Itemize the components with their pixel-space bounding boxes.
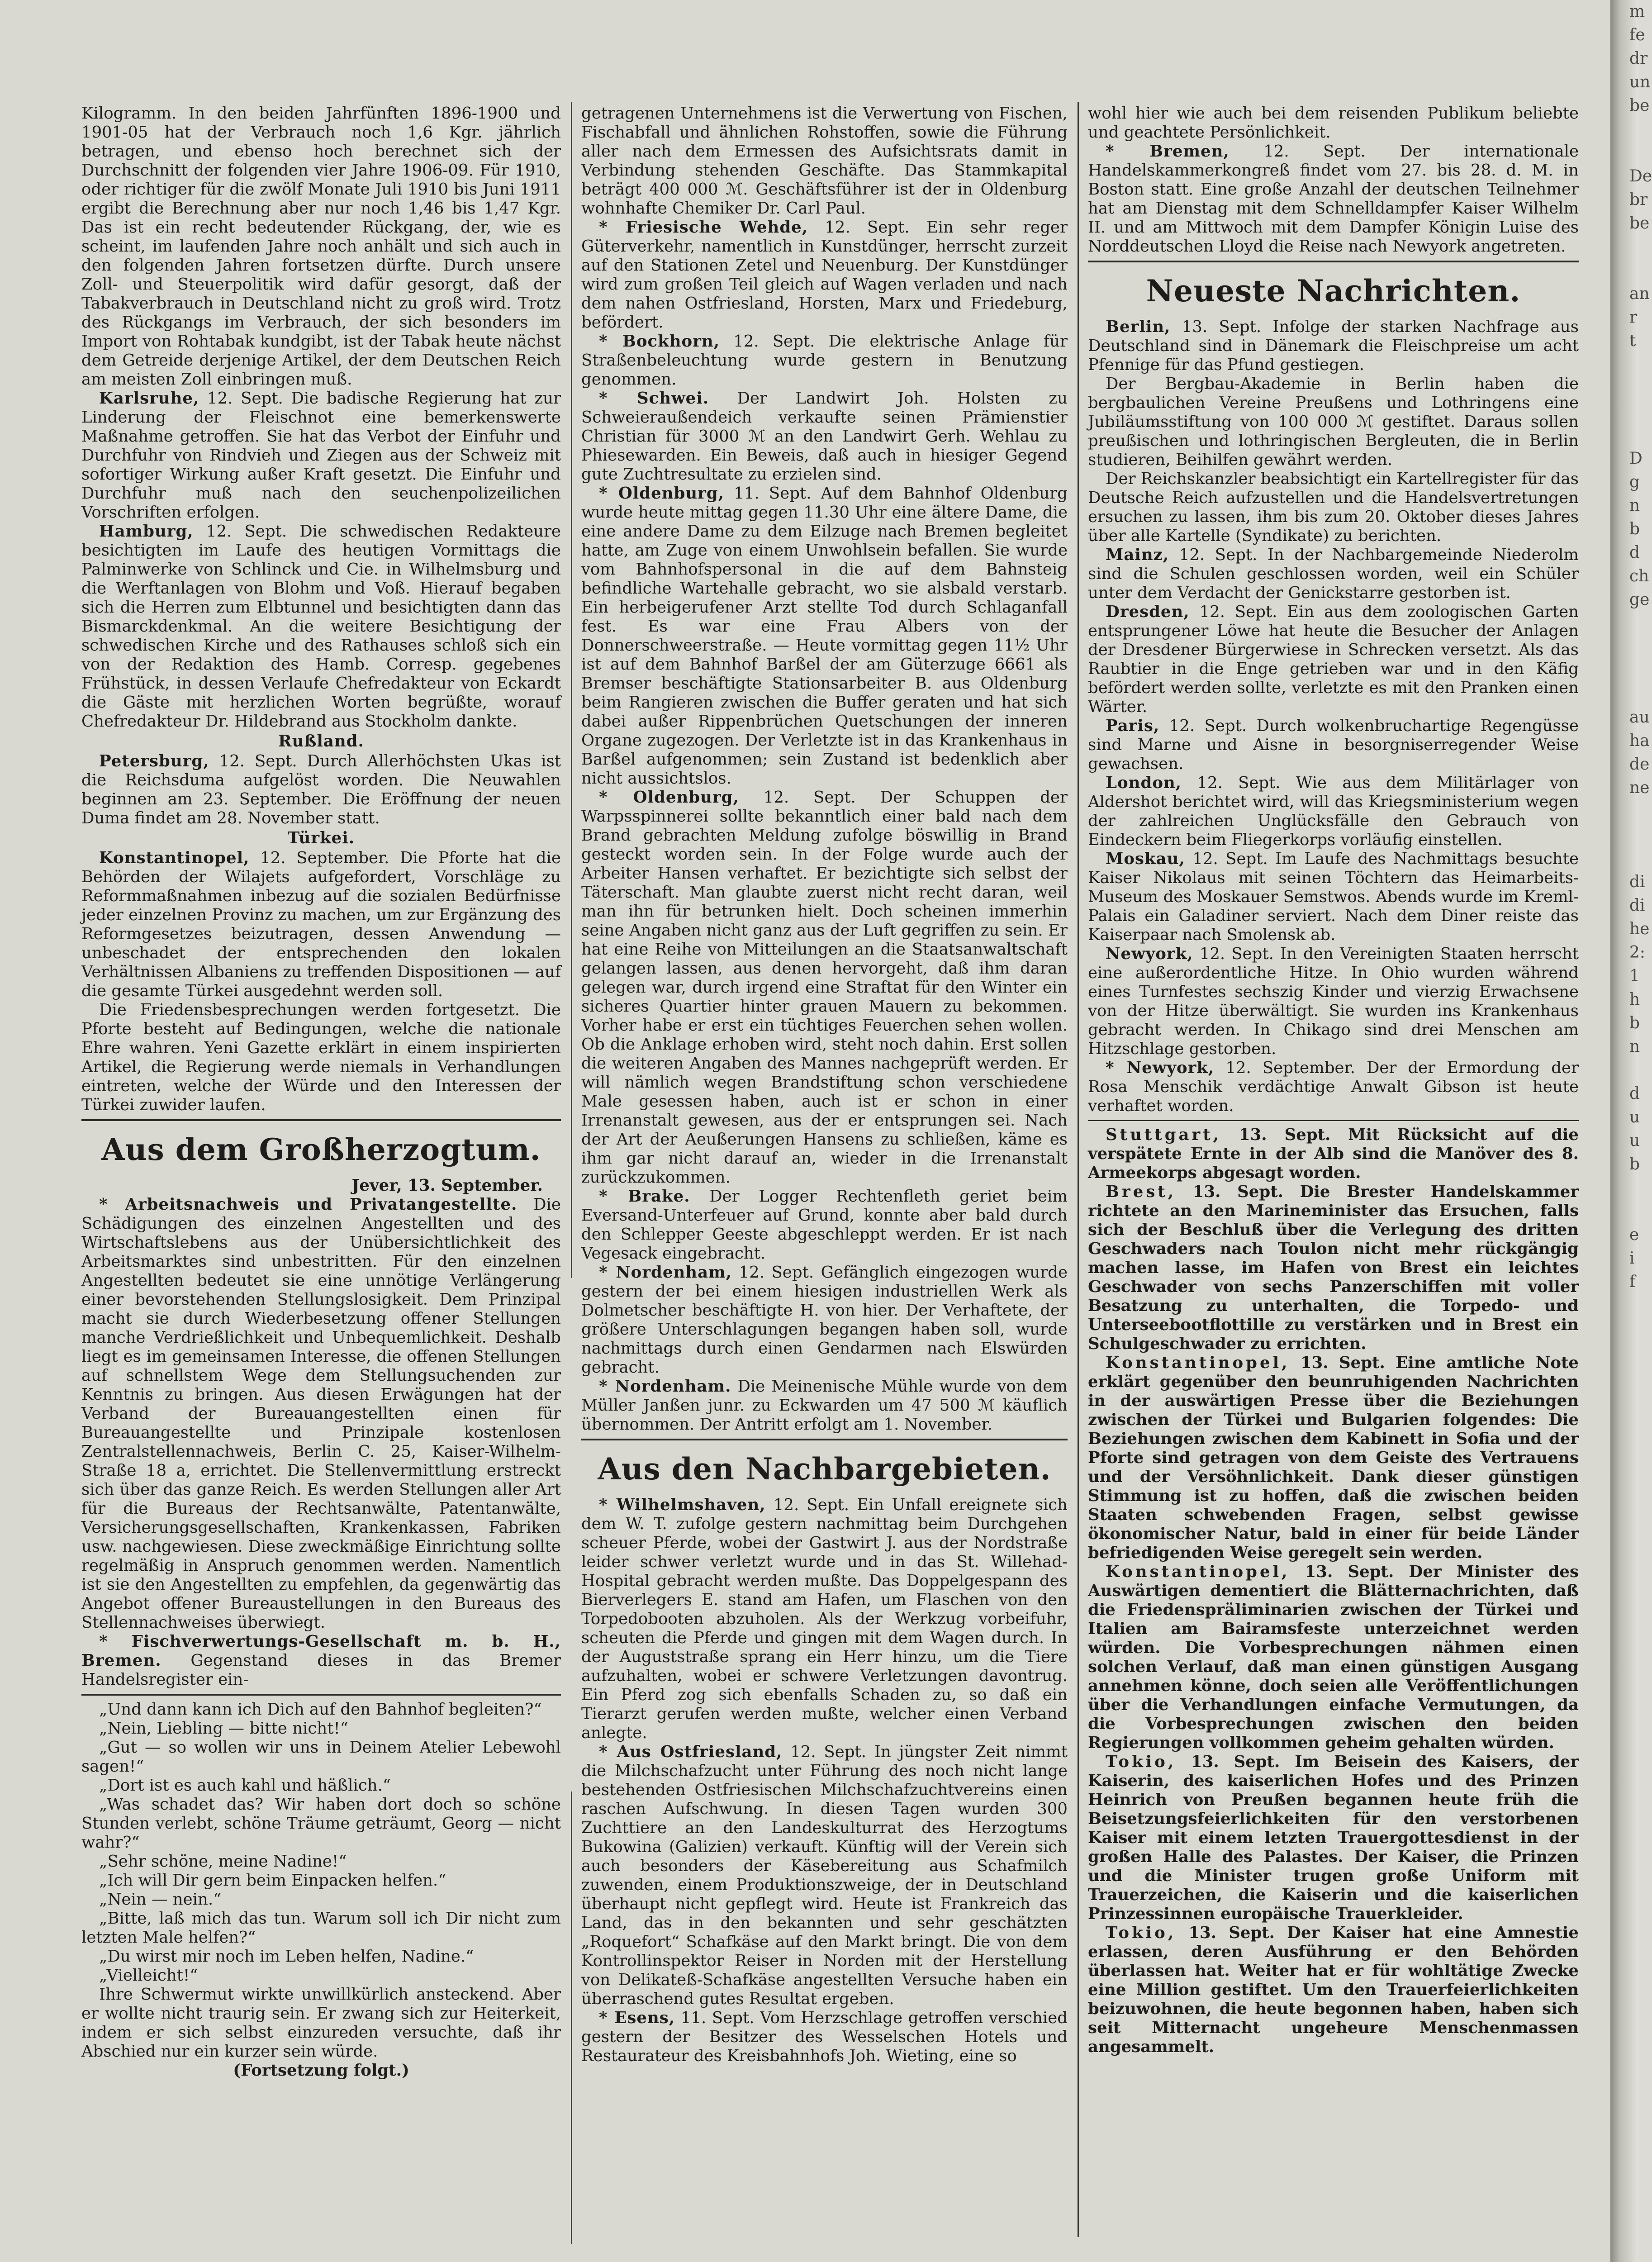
article-friesische-wehde: [581, 218, 1068, 332]
place-name: * Wilhelmshaven,: [599, 1496, 766, 1514]
article-text: 12. Sept. In den Vereinigten Staaten herrscht eine außerordentliche Hitze. In Ohio wurden während eines Turnfestes sechszig Kinder und vierzig Erwachsene von der Hitze überwältigt. Sie wurden ins Krankenhaus gebracht werden. In Chikago sind drei Menschen am Hitzschlage gestorben.: [1088, 945, 1579, 1058]
article-fischverwertung: [81, 1632, 561, 1689]
article-text: 12. Sept. Durch Allerhöchsten Ukas ist die Reichsduma aufgelöst worden. Die Neuwahlen beginnen am 23. September. Die Eröffnung der neuen Duma findet am 28. November statt.: [81, 752, 561, 827]
article-text: 12. Sept. Durch wolkenbruchartige Regengüsse sind Marne und Aisne in besorgniserregender Weise gewachsen.: [1088, 717, 1579, 773]
place-name: * Aus Ostfriesland,: [599, 1743, 783, 1761]
article-title: * Arbeitsnachweis und Privatangestellte.: [99, 1195, 517, 1214]
article-moskau: [1088, 850, 1579, 945]
article-text: Die Friedensbesprechungen werden fortgesetzt. Die Pforte besteht auf Bedingungen, welche die nationale Ehre wahren. Yeni Gazette erklärt in einem inspirierten Artikel, die Regierung werde niemals in Verhandlungen eintreten, welche der Würde und den Interessen der Türkei zuwider laufen.: [81, 1001, 561, 1114]
place-name: Tokio,: [1106, 1753, 1177, 1771]
telegram-item: [1088, 1126, 1579, 1183]
article-text: 12. September. Der der Ermordung der Rosa Menschik verdächtige Anwalt Gibson ist heute verhaftet worden.: [1088, 1059, 1579, 1115]
place-name: Moskau,: [1106, 850, 1185, 868]
article-text: 12. Sept. Im Laufe des Nachmittags besuchte Kaiser Nikolaus mit seinen Töchtern das Heimarbeits-Museum des Moskauer Semstwos. Abends wurde im Kreml-Palais ein Galadiner serviert. Nach dem Diner reiste das Kaiserpaar nach Smolensk ab.: [1088, 850, 1579, 944]
column-rule: [571, 102, 572, 1278]
place-name: * Friesische Wehde,: [599, 218, 808, 237]
place-name: Petersburg,: [99, 752, 209, 770]
article-text: Der Bergbau-Akademie in Berlin haben die bergbaulichen Vereine Preußens und Lothringens eine Jubiläumsstiftung von 100 000 ℳ gestiftet. Daraus sollen preußischen und lothringischen Bergleuten, die in Berlin studieren, Beihilfen gewährt werden.: [1088, 375, 1579, 469]
article-newyork-2: [1088, 1059, 1579, 1116]
article-title: * Fischverwertungs-Gesellschaft m. b. H., Bremen.: [81, 1632, 561, 1670]
place-name: * Schwei.: [599, 389, 709, 408]
place-name: Konstantinopel,: [99, 849, 250, 867]
article-paris: [1088, 717, 1579, 774]
column-2: [581, 104, 1068, 2066]
article-text: 12. Sept. Gefänglich eingezogen wurde gestern der bei einem hiesigen industriellen Werk als Dolmetscher beschäftigte H. von hier. Der Verhaftete, der größere Unterschlagungen begangen haben soll, wurde nachmittags durch einen Gendarmen nach Elswürden gebracht.: [581, 1263, 1068, 1377]
article-ostfriesland: [581, 1743, 1068, 2009]
section-heading-neueste-nachrichten: Neueste Nachrichten.: [1146, 273, 1521, 309]
place-name: Stuttgart,: [1106, 1126, 1221, 1144]
continuation-note: (Fortsetzung folgt.): [233, 2061, 409, 2080]
telegram-item: [1088, 1563, 1579, 1753]
article-hamburg: [81, 522, 561, 731]
article-text: Der Logger Rechtenfleth geriet beim Eversand-Unterfeuer auf Grund, konnte aber bald durch den Schlepper Geeste abgeschleppt werden. Er ist nach Vegesack eingebracht.: [581, 1187, 1068, 1263]
story-paragraph: „Bitte, laß mich das tun. Warum soll ich Dir nicht zum letzten Male helfen?“: [81, 1909, 561, 1947]
story-paragraph: „Was schadet das? Wir haben dort doch so schöne Stunden verlebt, schöne Träume geträumt, Georg — nicht wahr?“: [81, 1795, 561, 1852]
column-1: [81, 104, 561, 2080]
telegram-rule: [1088, 1120, 1579, 1121]
column-3: [1088, 104, 1579, 2057]
place-name: Konstantinopel,: [1106, 1354, 1290, 1372]
article-wilhelmshaven: [581, 1496, 1068, 1743]
article-schwei: [581, 389, 1068, 484]
section-heading-nachbargebiete: Aus den Nachbargebieten.: [598, 1451, 1051, 1487]
article-text: 12. Sept. Ein sehr reger Güterverkehr, namentlich in Kunstdünger, herrscht zurzeit auf den Stationen Zetel und Neuenburg. Der Kunstdünger wird zum großen Teil gleich auf Wagen verladen und nach dem nahen Ostfriesland, Horsten, Marx und Friedeburg, befördert.: [581, 218, 1068, 332]
story-paragraph: „Nein — nein.“: [99, 1890, 222, 1909]
telegram-item: [1088, 1183, 1579, 1354]
dateline: Jever, 13. September.: [351, 1176, 543, 1195]
story-paragraph: Ihre Schwermut wirkte unwillkürlich ansteckend. Aber er wollte nicht traurig sein. Er zwang sich zur Heiterkeit, indem er sich selbst einzureden versuchte, daß ihr Abschied nur ein kurzer sein würde.: [81, 1985, 561, 2061]
article-oldenburg-1: [581, 484, 1068, 788]
story-paragraph: „Nein, Liebling — bitte nicht!“: [99, 1719, 348, 1738]
article-text: Der Reichskanzler beabsichtigt ein Kartellregister für das Deutsche Reich aufzustellen und die Handelsvertretungen ersuchen zu lassen, ihm bis zum 20. Oktober dieses Jahres über alle Kartelle (Syndikate) zu berichten.: [1088, 470, 1579, 545]
article-konstantinopel: [81, 849, 561, 1001]
section-heading-grossherzogtum: Aus dem Großherzogtum.: [101, 1132, 541, 1167]
article-nordenham-2: [581, 1377, 1068, 1434]
story-paragraph: „Ich will Dir gern beim Einpacken helfen.“: [99, 1871, 446, 1890]
article-text: 12. Sept. Wie aus dem Militärlager von Aldershot berichtet wird, will das Kriegsministerium wegen der zahlreichen Unglücksfälle den Gebrauch von Eindeckern beim Fliegerkorps vorläufig einstellen.: [1088, 774, 1579, 849]
article-text: wohl hier wie auch bei dem reisenden Publikum beliebte und geachtete Persönlichkeit.: [1088, 104, 1579, 142]
place-name: Berlin,: [1106, 318, 1171, 336]
place-name: Hamburg,: [99, 522, 194, 541]
article-london: [1088, 774, 1579, 850]
place-name: Tokio,: [1106, 1924, 1177, 1942]
place-name: Newyork,: [1106, 945, 1193, 963]
article-text: getragenen Unternehmens ist die Verwertung von Fischen, Fischabfall und ähnlichen Rohstoffen, sowie die Führung aller nach dem Ermessen des Aufsichtsrats damit in Verbindung stehenden Geschäfte. Das Stammkapital beträgt 400 000 ℳ. Geschäftsführer ist der in Oldenburg wohnhafte Chemiker Dr. Carl Paul.: [581, 104, 1068, 218]
article-oldenburg-2: [581, 788, 1068, 1187]
column-rule: [571, 1792, 572, 2244]
place-name: * Bockhorn,: [599, 332, 720, 351]
article-text: Die Schädigungen des einzelnen Angestellten und des Wirtschaftslebens aus der Unübersichtlichkeit des Arbeitsmarktes sind unbestritten. Für den einzelnen Angestellten bedeutet sie eine unnötige Verlängerung einer bevorstehenden Stellungslosigkeit. Dem Prinzipal macht sie durch Wiederbesetzung offener Stellungen manche Verdrießlichkeit und Unbequemlichkeit. Deshalb liegt es im gemeinsamen Interesse, die offenen Stellungen auf schnellstem Wege dem Stellungsuchenden zur Kenntnis zu bringen. Aus diesen Erwägungen hat der Verband der Bureauangestellten einen für Bureauangestellte und Prinzipale kostenlosen Zentralstellennachweis, Berlin C. 25, Kaiser-Wilhelm-Straße 18 a, errichtet. Die Stellenvermittlung erstreckt sich über das ganze Reich. Es werden Stellungen aller Art für die Bureaus der Rechtsanwälte, Patentanwälte, Versicherungsgesellschaften, Krankenkassen, Fabriken usw. nachgewiesen. Diese zweckmäßige Einrichtung sollte regelmäßig in Anspruch genommen werden. Namentlich ist sie den Angestellten zu empfehlen, da gegenwärtig das Angebot offener Bureaustellungen in den Bureaus des Stellennachweises überwiegt.: [81, 1195, 561, 1632]
telegram-item: [1088, 1924, 1579, 2057]
feuilleton-rule: [81, 1694, 561, 1696]
article-text: 12. Sept. In jüngster Zeit nimmt die Milchschafzucht unter Führung des noch nicht lange bestehenden Ostfriesischen Milchschafzuchtvereins einen raschen Aufschwung. In diesen Tagen wurden 300 Zuchttiere an den Landeskulturrat des Herzogtums Bukowina (Galizien) verkauft. Künftig will der Verein sich auch besonders der Käsebereitung aus Schafmilch zuwenden, einem Produktionszweige, der in Deutschland überhaupt nicht gepflegt wird. Heute ist Frankreich das Land, das in den bekannten und sehr geschätzten „Roquefort“ Schafkäse auf den Markt bringt. Die von dem Kontrollinspektor Reiser in Norden mit der Herstellung von Delikateß-Schafkäse angestellten Versuche haben ein überraschend gutes Resultat ergeben.: [581, 1743, 1068, 2008]
article-bremen: [1088, 142, 1579, 256]
book-gutter: [1610, 0, 1652, 2262]
telegram-item: [1088, 1354, 1579, 1563]
story-paragraph: „Sehr schöne, meine Nadine!“: [99, 1852, 347, 1871]
story-paragraph: „Gut — so wollen wir uns in Deinem Atelier Lebewohl sagen!“: [81, 1738, 561, 1776]
article-brake: [581, 1187, 1068, 1263]
story-paragraph: „Und dann kann ich Dich auf den Bahnhof begleiten?“: [99, 1700, 542, 1719]
place-name: Paris,: [1106, 717, 1160, 735]
place-name: * Oldenburg,: [599, 788, 739, 807]
article-text: 12. September. Die Pforte hat die Behörden der Wilajets aufgefordert, Vorschläge zu Reformmaßnahmen inbezug auf die sozialen Bedürfnisse jeder einzelnen Provinz zu machen, um zur Ergänzung des Reformgesetzes beizutragen, dessen Anwendung — unbeschadet der entsprechenden den lokalen Verhältnissen Albaniens zu treffenden Dispositionen — auf die gesamte Türkei ausgedehnt werden soll.: [81, 849, 561, 1000]
section-rule: [581, 1439, 1068, 1440]
article-text: 11. Sept. Vom Herzschlage getroffen verschied gestern der Besitzer des Wesselschen Hotels und Restaurateur des Kreisbahnhofs Joh. Wieting, eine so: [581, 2009, 1068, 2065]
article-berlin: [1088, 318, 1579, 375]
article-text: 11. Sept. Auf dem Bahnhof Oldenburg wurde heute mittag gegen 11.30 Uhr eine ältere Dame, die eine andere Dame zu dem Eilzuge nach Bremen begleitet hatte, am Zuge von einem Unwohlsein befallen. Sie wurde vom Bahnhofspersonal in die auf dem Bahnsteig befindliche Wartehalle gebracht, wo sie alsbald verstarb. Ein herbeigerufener Arzt stellte Tod durch Schlaganfall fest. Es war eine Frau Albers von der Donnerschweerstraße. — Heute vormittag gegen 11½ Uhr ist auf dem Bahnhof Barßel der am Güterzuge 6661 als Bremser beschäftigte Stationsarbeiter B. aus Oldenburg beim Rangieren zwischen die Buffer geraten und hat sich dabei außer Rippenbrüchen Quetschungen der inneren Organe zugezogen. Der Verletzte ist in das Krankenhaus in Barßel aufgenommen; sein Zustand ist bedenklich aber nicht aussichtslos.: [581, 484, 1068, 788]
article-text: 13. Sept. Im Beisein des Kaisers, der Kaiserin, des kaiserlichen Hofes und des Prinzen Heinrich von Preußen begannen heute früh die Beisetzungsfeierlichkeiten für den verstorbenen Kaiser mit einem letzten Trauergottesdienst in der großen Halle des Palastes. Der Kaiser, die Prinzen und die Minister trugen große Uniform mit Trauerzeichen, die Kaiserin und die kaiserlichen Prinzessinnen europäische Trauerkleider.: [1088, 1753, 1579, 1923]
article-text: Der Landwirt Joh. Holsten zu Schweieraußendeich verkaufte seinen Prämienstier Christian für 3000 ℳ an den Landwirt Gerh. Wehlau zu Phiesewarden. Ein Beweis, daß auch in hiesiger Gegend gute Zuchtresultate zu erzielen sind.: [581, 389, 1068, 484]
feuilleton-story: [81, 1700, 561, 2080]
article-text: 13. Sept. Eine amtliche Note erklärt gegenüber den beunruhigenden Nachrichten in der auswärtigen Presse über die Beziehungen zwischen der Türkei und Bulgarien folgendes: Die Beziehungen zwischen dem Kabinett in Sofia und der Pforte sind getragen von dem Geiste des Vertrauens und der Versöhnlichkeit. Dank dieser günstigen Stimmung ist zu hoffen, daß die zwischen beiden Staaten schwebenden Fragen, selbst gewisse ökonomischer Natur, bald in einer für beide Länder befriedigenden Weise geregelt sein werden.: [1088, 1354, 1579, 1562]
article-dresden: [1088, 603, 1579, 717]
place-name: * Nordenham.: [599, 1377, 731, 1396]
article-text: 12. Sept. In der Nachbargemeinde Niederolm sind die Schulen geschlossen worden, weil ein Schüler unter dem Verdacht der Genickstarre gestorben ist.: [1088, 546, 1579, 602]
place-name: * Oldenburg,: [599, 484, 725, 503]
telegram-item: [1088, 1753, 1579, 1924]
article-text: 12. Sept. Die schwedischen Redakteure besichtigten im Laufe des heutigen Vormittags die Palminwerke von Schlinck und Cie. in Wilhelmsburg und die Werftanlagen von Blohm und Voß. Hierauf begaben sich die Herren zum Elbtunnel und besichtigten dann das Bismarckdenkmal. An die weitere Besichtigung der schwedischen Kirche und des Rathauses schloß sich ein von der Redaktion des Hamb. Corresp. gegebenes Frühstück, in dessen Verlaufe Chefredakteur von Eckardt die Gäste mit herzlichen Worten begrüßte, worauf Chefredakteur Dr. Hildebrand aus Stockholm dankte.: [81, 522, 561, 731]
article-text: 12. Sept. Ein Unfall ereignete sich dem W. T. zufolge gestern nachmittag beim Durchgehen scheuer Pferde, wobei der Gastwirt J. aus der Nordstraße leider schwer verletzt wurde und in das St. Willehad-Hospital gebracht werden mußte. Das Doppelgespann des Bierverlegers E. stand am Hafen, um Flaschen von den Torpedobooten abzuholen. Als der Werkzug vorbeifuhr, scheuten die Pferde und gingen mit dem Wagen durch. In der Auguststraße sprang ein Herr hinzu, um die Tiere aufzuhalten, wobei er schwere Verletzungen davontrug. Ein Pferd zog sich ebenfalls Schaden zu, so daß ein Tierarzt gerufen werden mußte, welcher einen Verband anlegte.: [581, 1496, 1068, 1742]
article-arbeitsnachweis: [81, 1195, 561, 1632]
article-newyork-1: [1088, 945, 1579, 1059]
section-rule: [1088, 261, 1579, 262]
place-name: Dresden,: [1106, 603, 1190, 621]
story-paragraph: „Dort ist es auch kahl und häßlich.“: [99, 1776, 391, 1795]
place-name: Karlsruhe,: [99, 389, 199, 408]
article-text: 12. Sept. Ein aus dem zoologischen Garten entsprungener Löwe hat heute die Besucher der Anlagen der Dresdener Bürgerwiese in Schrecken versetzt. Als das Raubtier in die Enge getrieben war und in den Käfig befördert werden sollte, verletzte es mit den Pranken einen Wärter.: [1088, 603, 1579, 716]
place-name: Brest,: [1106, 1183, 1177, 1201]
article-text: 13. Sept. Infolge der starken Nachfrage aus Deutschland sind in Dänemark die Fleischpreise um acht Pfennige für das Pfund gestiegen.: [1088, 318, 1579, 374]
article-text: Die Meinenische Mühle wurde von dem Müller Janßen junr. zu Eckwarden um 47 500 ℳ käuflich übernommen. Der Antritt erfolgt am 1. November.: [581, 1377, 1068, 1434]
place-name: * Esens,: [599, 2009, 675, 2027]
section-rule: [81, 1119, 561, 1121]
place-name: * Newyork,: [1106, 1059, 1215, 1077]
article-karlsruhe: [81, 389, 561, 522]
article-text: 13. Sept. Mit Rücksicht auf die verspätete Ernte in der Alb sind die Manöver des 8. Armeekorps abgesagt worden.: [1088, 1126, 1579, 1182]
place-name: Mainz,: [1106, 546, 1169, 564]
article-esens: [581, 2009, 1068, 2066]
article-text: 12. Sept. Der Schuppen der Warpsspinnerei sollte bekanntlich einer bald nach dem Brand gebrachten Meldung zufolge böswillig in Brand gesteckt worden sein. In der Folge wurde auch der Arbeiter Hansen verhaftet. Er bezichtigte sich selbst der Täterschaft. Man glaubte zuerst nicht recht daran, weil man ihn für betrunken hielt. Doch scheinen immerhin seine Angaben nicht ganz aus der Luft gegriffen zu sein. Er hat eine Reihe von Mitteilungen an die Staatsanwaltschaft gelangen lassen, aus denen hervorgeht, daß ihm daran gelegen war, durch irgend eine Straftat für den Winter ein sicheres Quartier hinter grauen Mauern zu bekommen. Vorher habe er erst ein tüchtiges Feuerchen sehen wollen. Ob die Anklage erhoben wird, steht noch dahin. Erst sollen die weiteren Angaben des Mannes nachgeprüft werden. Er will nämlich wegen Brandstiftung schon verschiedene Male gesessen haben, auch ist er schon in einer Irrenanstalt gewesen, aus der er entsprungen sei. Nach der Art der Aeußerungen Hansens zu schließen, käme es ihm gar nicht darauf an, wieder in die Irrenanstalt zurückzukommen.: [581, 788, 1068, 1187]
column-rule: [1078, 102, 1079, 2237]
article-petersburg: [81, 752, 561, 828]
article-text: Kilogramm. In den beiden Jahrfünften 1896-1900 und 1901-05 hat der Verbrauch noch 1,6 Kgr. jährlich betragen, und ebenso hoch berechnet sich der Durchschnitt der folgenden vier Jahre 1906-09. Für 1910, oder richtiger für die zwölf Monate Juli 1910 bis Juni 1911 ergibt die Berechnung aber nur noch 1,46 bis 1,47 Kgr. Das ist ein recht bedeutender Rückgang, der, wie es scheint, im laufenden Jahre noch anhält und sich auch in den folgenden Jahren fortsetzen dürfte. Durch unsere Zoll- und Steuerpolitik wird dafür gesorgt, daß der Tabakverbrauch in Deutschland nicht zu groß wird. Trotz des Rückgangs im Verbrauch, der sich besonders im Import von Rohtabak kundgibt, ist der Tabak heute nächst dem Getreide derjenige Artikel, der dem Deutschen Reich am meisten Zoll einbringen muß.: [81, 104, 561, 389]
subheading-russland: Rußland.: [278, 732, 364, 751]
place-name: * Brake.: [599, 1187, 690, 1206]
story-paragraph: „Du wirst mir noch im Leben helfen, Nadine.“: [99, 1947, 474, 1966]
telegram-block: [1088, 1126, 1579, 2057]
article-text: 13. Sept. Die Brester Handelskammer richtete an den Marineminister das Ersuchen, falls sich der Beschluß über die Verlegung des dritten Geschwaders nach Toulon nicht mehr rückgängig machen lasse, im Hafen von Brest ein leichtes Geschwader von sechs Panzerschiffen mit voller Besatzung zu unterhalten, die Torpedo- und Unterseebootflottille zu verstärken und in Brest ein Schulgeschwader zu errichten.: [1088, 1183, 1579, 1353]
place-name: * Nordenham,: [599, 1263, 732, 1282]
facing-page-fragment: m fe dr un be De br be an r t D g n b d ch ge au ha de ne di di he 2: 1 h b n d u u b e i f: [1629, 2, 1652, 1291]
article-text: 12. Sept. Der internationale Handelskammerkongreß findet vom 27. bis 28. d. M. in Boston statt. Eine große Anzahl der deutschen Teilnehmer hat am Dienstag mit dem Schnelldampfer Kaiser Wilhelm II. und am Mittwoch mit dem Dampfer Königin Luise des Norddeutschen Lloyd die Reise nach Newyork angetreten.: [1088, 142, 1579, 256]
article-nordenham-1: [581, 1263, 1068, 1377]
story-paragraph: „Vielleicht!“: [99, 1966, 198, 1985]
subheading-tuerkei: Türkei.: [287, 829, 355, 847]
article-mainz: [1088, 546, 1579, 603]
place-name: London,: [1106, 774, 1182, 792]
article-text: 12. Sept. Die elektrische Anlage für Straßenbeleuchtung wurde gestern in Benutzung genommen.: [581, 332, 1068, 389]
article-text: 13. Sept. Der Kaiser hat eine Amnestie erlassen, deren Ausführung er den Behörden überlassen hat. Weiter hat er für wohltätige Zwecke eine Million gestiftet. Um den Trauerfeierlichkeiten beizuwohnen, die heute begonnen haben, haben sich seit Mitternacht ungeheure Menschenmassen angesammelt.: [1088, 1924, 1579, 2056]
article-text: Gegenstand dieses in das Bremer Handelsregister ein-: [81, 1651, 561, 1689]
place-name: * Bremen,: [1106, 142, 1230, 161]
article-text: 12. Sept. Die badische Regierung hat zur Linderung der Fleischnot eine bemerkenswerte Maßnahme getroffen. Sie hat das Verbot der Einfuhr und Durchfuhr von Rindvieh und Ziegen aus der Schweiz mit sofortiger Wirkung außer Kraft gesetzt. Die Einfuhr und Durchfuhr muß nach den seuchenpolizeilichen Vorschriften erfolgen.: [81, 389, 561, 522]
place-name: Konstantinopel,: [1106, 1563, 1290, 1581]
article-text: 13. Sept. Der Minister des Auswärtigen dementiert die Blätternachrichten, daß die Friedenspräliminarien zwischen der Türkei und Italien am Bairamsfeste unterzeichnet werden würden. Die Vorbesprechungen nähmen einen solchen Verlauf, daß man einen günstigen Ausgang annehmen könne, doch seien alle Veröffentlichungen über die Verhandlungen einfache Vermutungen, da die Vorbesprechungen zwischen den beiden Regierungen vollkommen geheim gehalten würden.: [1088, 1563, 1579, 1752]
article-bockhorn: [581, 332, 1068, 389]
